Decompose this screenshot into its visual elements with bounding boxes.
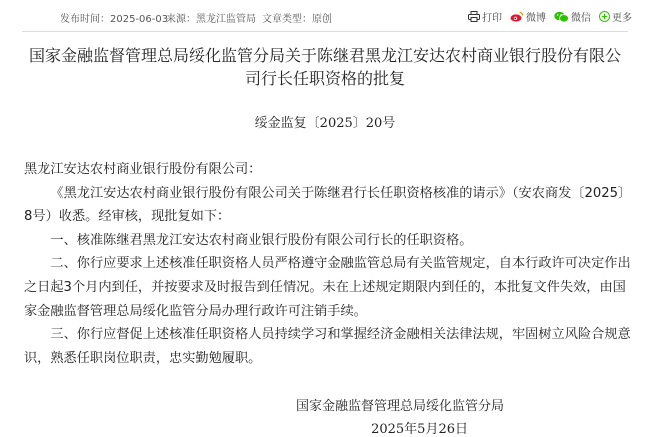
share-toolbar xyxy=(468,9,632,24)
weibo-share-button[interactable] xyxy=(510,9,546,24)
issuing-authority-signature: 国家金融监督管理总局绥化监管分局 xyxy=(295,399,504,414)
document-body xyxy=(24,158,638,370)
document-title: 国家金融监督管理总局绥化监管分局关于陈继君黑龙江安达农村商业银行股份有限公司行长任职资格的批复 xyxy=(28,46,621,88)
article-type: 文章类型：原创 xyxy=(262,14,332,25)
publish-time: 发布时间：2025-06-03 xyxy=(60,14,169,25)
recipient: 黑龙江安达农村商业银行股份有限公司： xyxy=(24,162,262,177)
intro-paragraph: 《黑龙江安达农村商业银行股份有限公司关于陈继君行长任职资格核准的请示》（安农商发〔2025〕8号）收悉。经审核，现批复如下： xyxy=(24,185,632,225)
wechat-icon xyxy=(554,11,569,23)
more-share-button[interactable] xyxy=(599,9,632,24)
plus-circle-icon xyxy=(599,11,610,22)
item-paragraph-3: 三、你行应督促上述核准任职资格人员持续学习和掌握经济金融相关法律法规，牢固树立风险合规意识，熟悉任职岗位职责，忠实勤勉履职。 xyxy=(24,327,631,366)
item-paragraph-2: 二、你行应要求上述核准任职资格人员严格遵守金融监管总局有关监管规定，自本行政许可决定作出之日起3个月内到任，并按要求及时报告到任情况。未在上述规定期限内到任的，本批复文件失效，由国家金融监督管理总局绥化监管分局办理行政许可注销手续。 xyxy=(24,256,631,319)
item-paragraph-1: 一、核准陈继君黑龙江安达农村商业银行股份有限公司行长的任职资格。 xyxy=(50,232,473,248)
article-source: 来源：黑龙江监管局 xyxy=(166,14,256,25)
print-label: 打印 xyxy=(482,13,502,24)
header-divider xyxy=(22,31,628,32)
print-button[interactable] xyxy=(468,9,502,24)
wechat-label: 微信 xyxy=(571,13,591,24)
issue-date: 2025年5月26日 xyxy=(371,422,468,437)
wechat-share-button[interactable] xyxy=(554,9,591,24)
more-label: 更多 xyxy=(612,13,632,24)
article-meta-bar xyxy=(0,0,650,30)
weibo-label: 微博 xyxy=(526,13,546,24)
document-number: 绥金监复〔2025〕20号 xyxy=(254,116,396,131)
printer-icon xyxy=(468,11,480,22)
weibo-icon xyxy=(510,11,524,22)
